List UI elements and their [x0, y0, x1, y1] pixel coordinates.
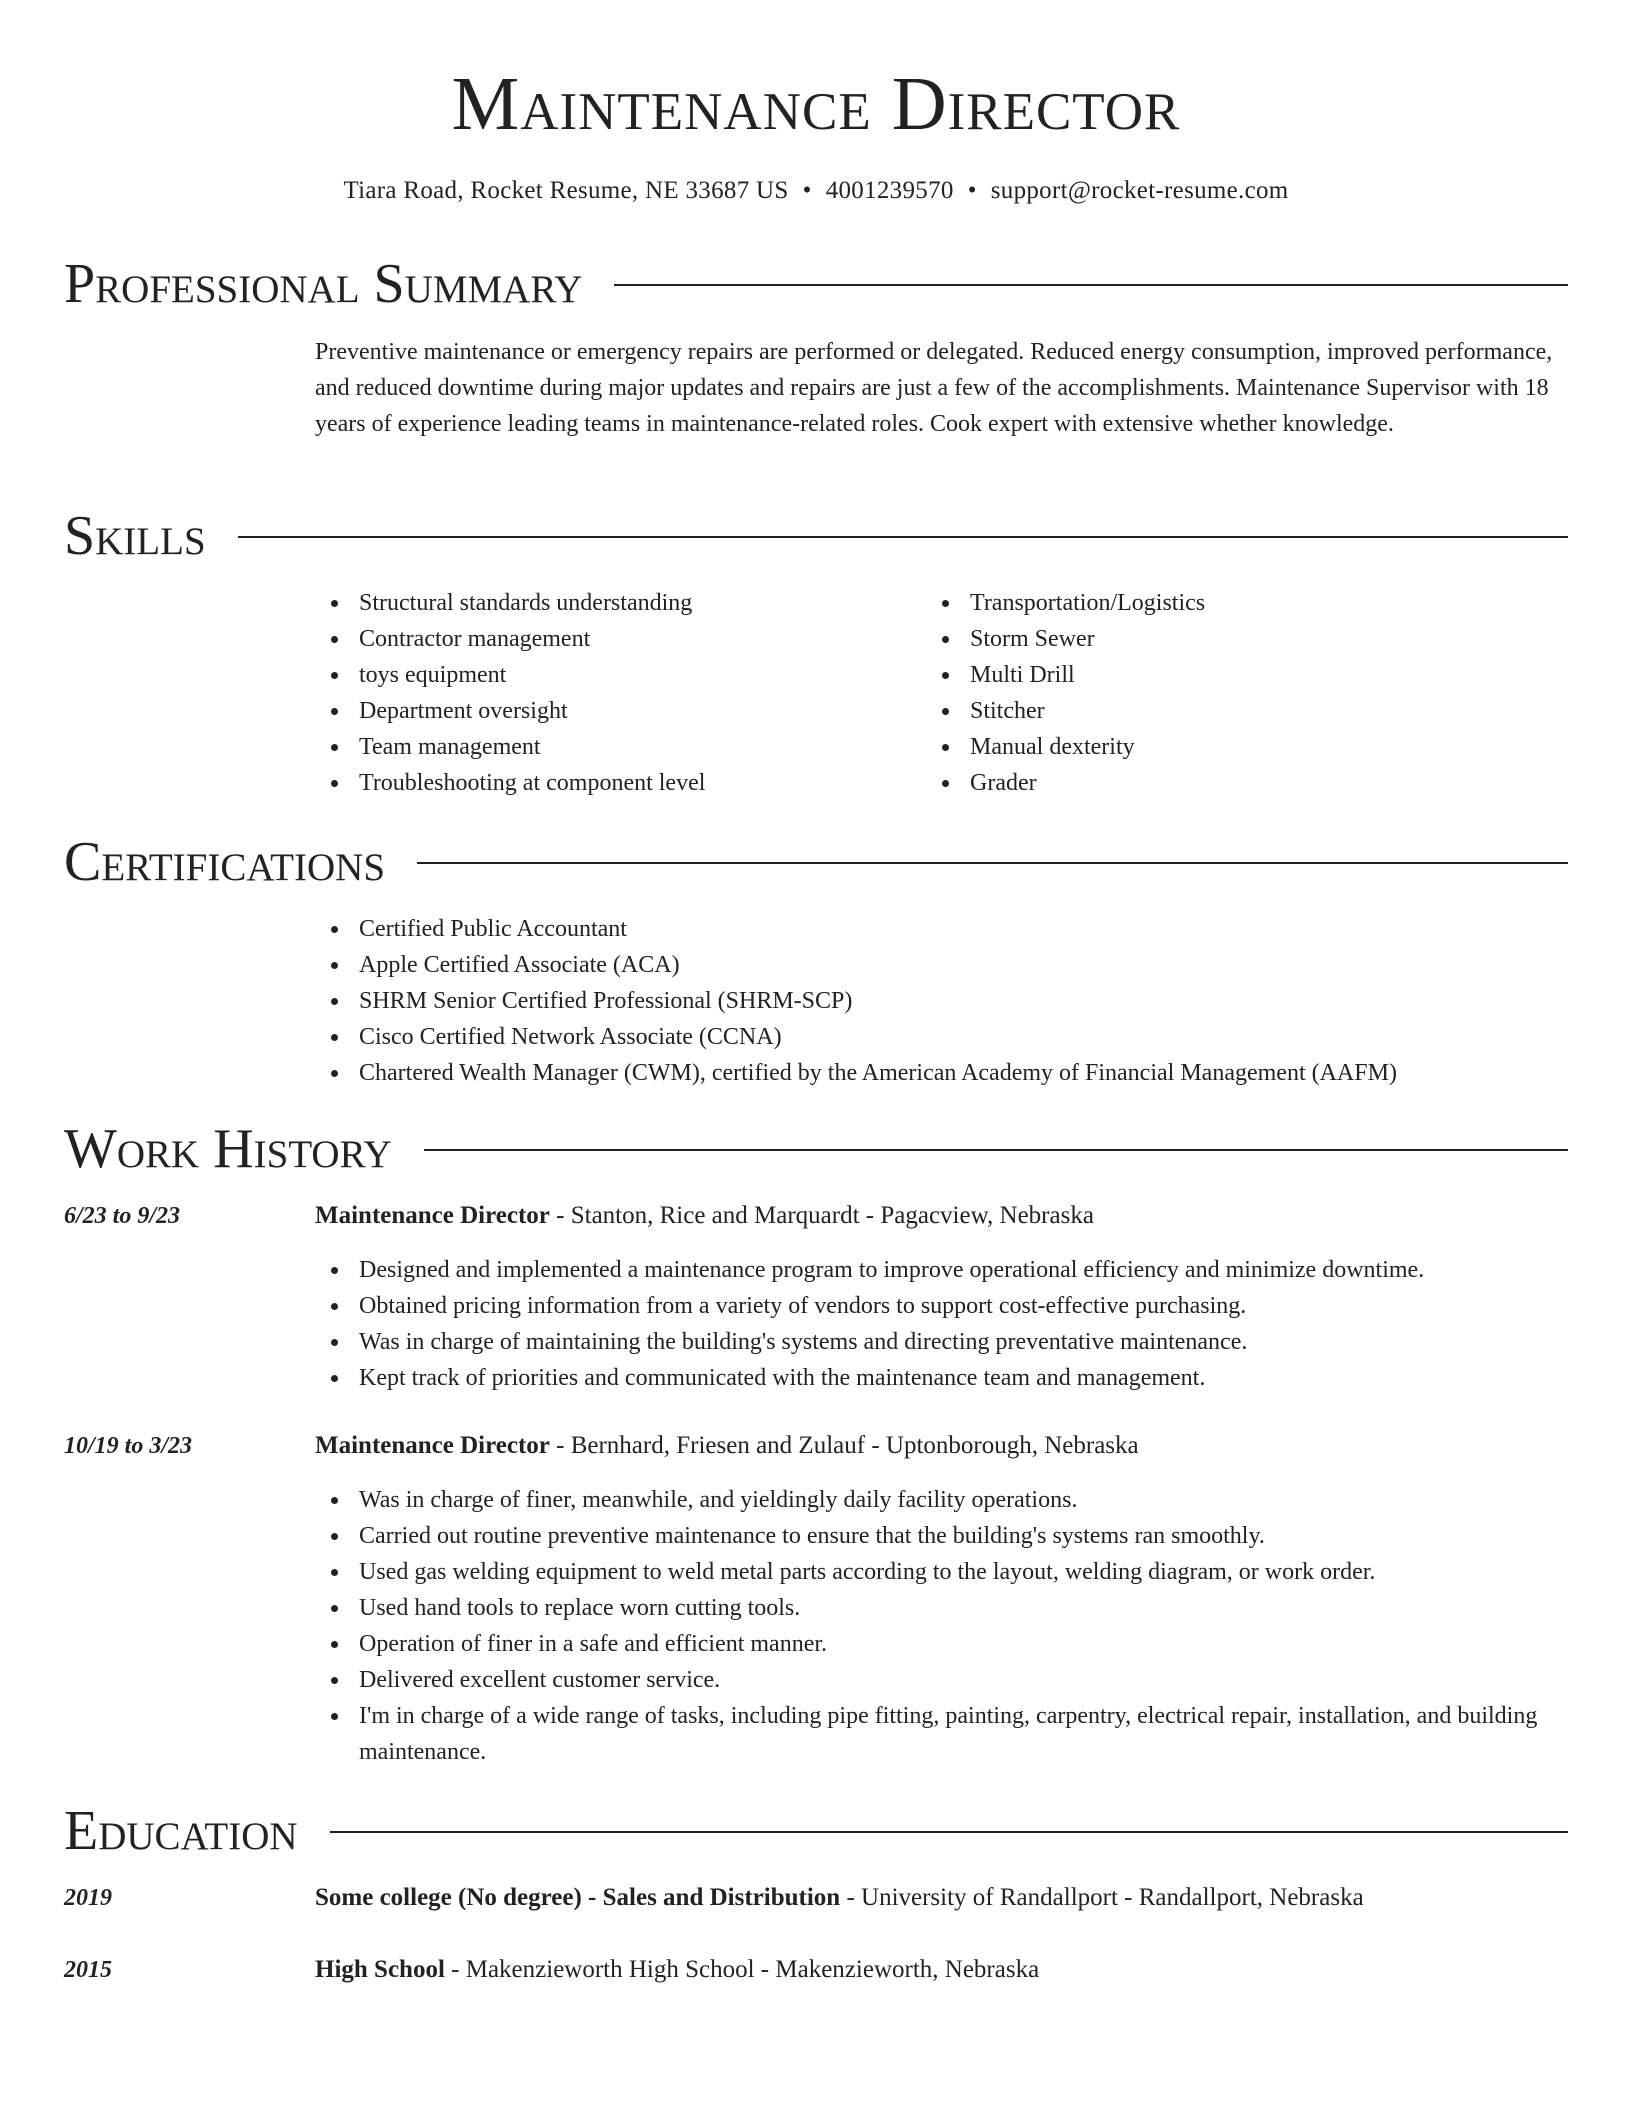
contact-separator: • — [967, 177, 977, 204]
contact-phone: 4001239570 — [825, 177, 954, 204]
job-title: Maintenance Director — [315, 1432, 550, 1459]
certification-item: SHRM Senior Certified Professional (SHRM-SCP) — [315, 983, 1568, 1019]
section-title-education: Education — [64, 1800, 298, 1862]
skill-item: Grader — [926, 765, 1526, 801]
education-degree: Some college (No degree) - Sales and Distribution — [315, 1884, 841, 1911]
section-title-certifications: Certifications — [64, 831, 386, 893]
education-school: - Makenzieworth High School - Makenzieworth, Nebraska — [444, 1956, 1040, 1983]
skill-item: Storm Sewer — [926, 621, 1526, 657]
certification-item: Chartered Wealth Manager (CWM), certified by the American Academy of Financial Management (AAFM) — [315, 1055, 1568, 1091]
education-section-header — [64, 1799, 1568, 1863]
section-title-skills: Skills — [64, 505, 206, 567]
skill-item: Manual dexterity — [926, 729, 1526, 765]
contact-email[interactable]: support@rocket-resume.com — [990, 177, 1289, 204]
skills-list-left — [315, 585, 915, 801]
job-bullet: Was in charge of finer, meanwhile, and yieldingly daily facility operations. — [315, 1482, 1568, 1518]
candidate-name: Maintenance Director — [451, 62, 1181, 146]
contact-line — [64, 174, 1568, 208]
job-bullet: Used hand tools to replace worn cutting tools. — [315, 1590, 1568, 1626]
skill-item: Multi Drill — [926, 657, 1526, 693]
education-year: 2019 — [64, 1885, 112, 1911]
skills-list-right — [926, 585, 1526, 801]
job-bullet: Obtained pricing information from a variety of vendors to support cost-effective purchasing. — [315, 1288, 1568, 1324]
skills-section-header — [64, 504, 1568, 568]
job-bullet: Operation of finer in a safe and efficient manner. — [315, 1626, 1568, 1662]
job-employer: - Bernhard, Friesen and Zulauf - Uptonborough, Nebraska — [549, 1432, 1139, 1459]
skill-item: Stitcher — [926, 693, 1526, 729]
certifications-list — [315, 911, 1568, 1091]
job-bullet: Was in charge of maintaining the building's systems and directing preventative maintenance. — [315, 1324, 1568, 1360]
job-bullet: Used gas welding equipment to weld metal parts according to the layout, welding diagram, or work order. — [315, 1554, 1568, 1590]
job-heading — [315, 1198, 1568, 1234]
education-year: 2015 — [64, 1957, 112, 1983]
job-bullets — [315, 1482, 1568, 1770]
education-degree: High School — [315, 1956, 445, 1983]
education-heading — [315, 1880, 1568, 1916]
certifications-section-header — [64, 830, 1568, 894]
job-dates: 10/19 to 3/23 — [64, 1433, 193, 1459]
section-divider — [417, 862, 1568, 864]
job-bullet: I'm in charge of a wide range of tasks, including pipe fitting, painting, carpentry, electrical repair, installation, and building maintenance. — [315, 1698, 1568, 1770]
skill-item: Troubleshooting at component level — [315, 765, 915, 801]
education-heading — [315, 1952, 1568, 1988]
summary-text: Preventive maintenance or emergency repairs are performed or delegated. Reduced energy consumption, improved performance, and reduced downtime during major updates and repairs are just a few of the accomplishments. Maintenance Supervisor with 18 years of experience leading teams in maintenance-related roles. Cook expert with extensive whether knowledge. — [315, 339, 1553, 437]
skill-item: toys equipment — [315, 657, 915, 693]
job-bullet: Designed and implemented a maintenance program to improve operational efficiency and minimize downtime. — [315, 1252, 1568, 1288]
certification-item: Certified Public Accountant — [315, 911, 1568, 947]
summary-section-header — [64, 252, 1568, 316]
job-bullets — [315, 1252, 1568, 1396]
contact-address: Tiara Road, Rocket Resume, NE 33687 US — [343, 177, 789, 204]
certification-item: Apple Certified Associate (ACA) — [315, 947, 1568, 983]
skill-item: Transportation/Logistics — [926, 585, 1526, 621]
skill-item: Structural standards understanding — [315, 585, 915, 621]
job-bullet: Carried out routine preventive maintenance to ensure that the building's systems ran smoothly. — [315, 1518, 1568, 1554]
job-employer: - Stanton, Rice and Marquardt - Pagacview, Nebraska — [549, 1202, 1094, 1229]
education-school: - University of Randallport - Randallport, Nebraska — [840, 1884, 1364, 1911]
skill-item: Team management — [315, 729, 915, 765]
section-divider — [424, 1149, 1568, 1151]
job-bullet: Delivered excellent customer service. — [315, 1662, 1568, 1698]
section-title-work: Work History — [64, 1118, 392, 1180]
section-divider — [614, 284, 1568, 286]
job-dates: 6/23 to 9/23 — [64, 1203, 181, 1229]
job-bullet: Kept track of priorities and communicated with the maintenance team and management. — [315, 1360, 1568, 1396]
section-divider — [330, 1831, 1568, 1833]
contact-separator: • — [802, 177, 812, 204]
skill-item: Contractor management — [315, 621, 915, 657]
section-divider — [238, 536, 1568, 538]
job-heading — [315, 1428, 1568, 1464]
work-section-header — [64, 1117, 1568, 1181]
section-title-summary: Professional Summary — [64, 253, 583, 315]
certification-item: Cisco Certified Network Associate (CCNA) — [315, 1019, 1568, 1055]
skill-item: Department oversight — [315, 693, 915, 729]
job-title: Maintenance Director — [315, 1202, 550, 1229]
